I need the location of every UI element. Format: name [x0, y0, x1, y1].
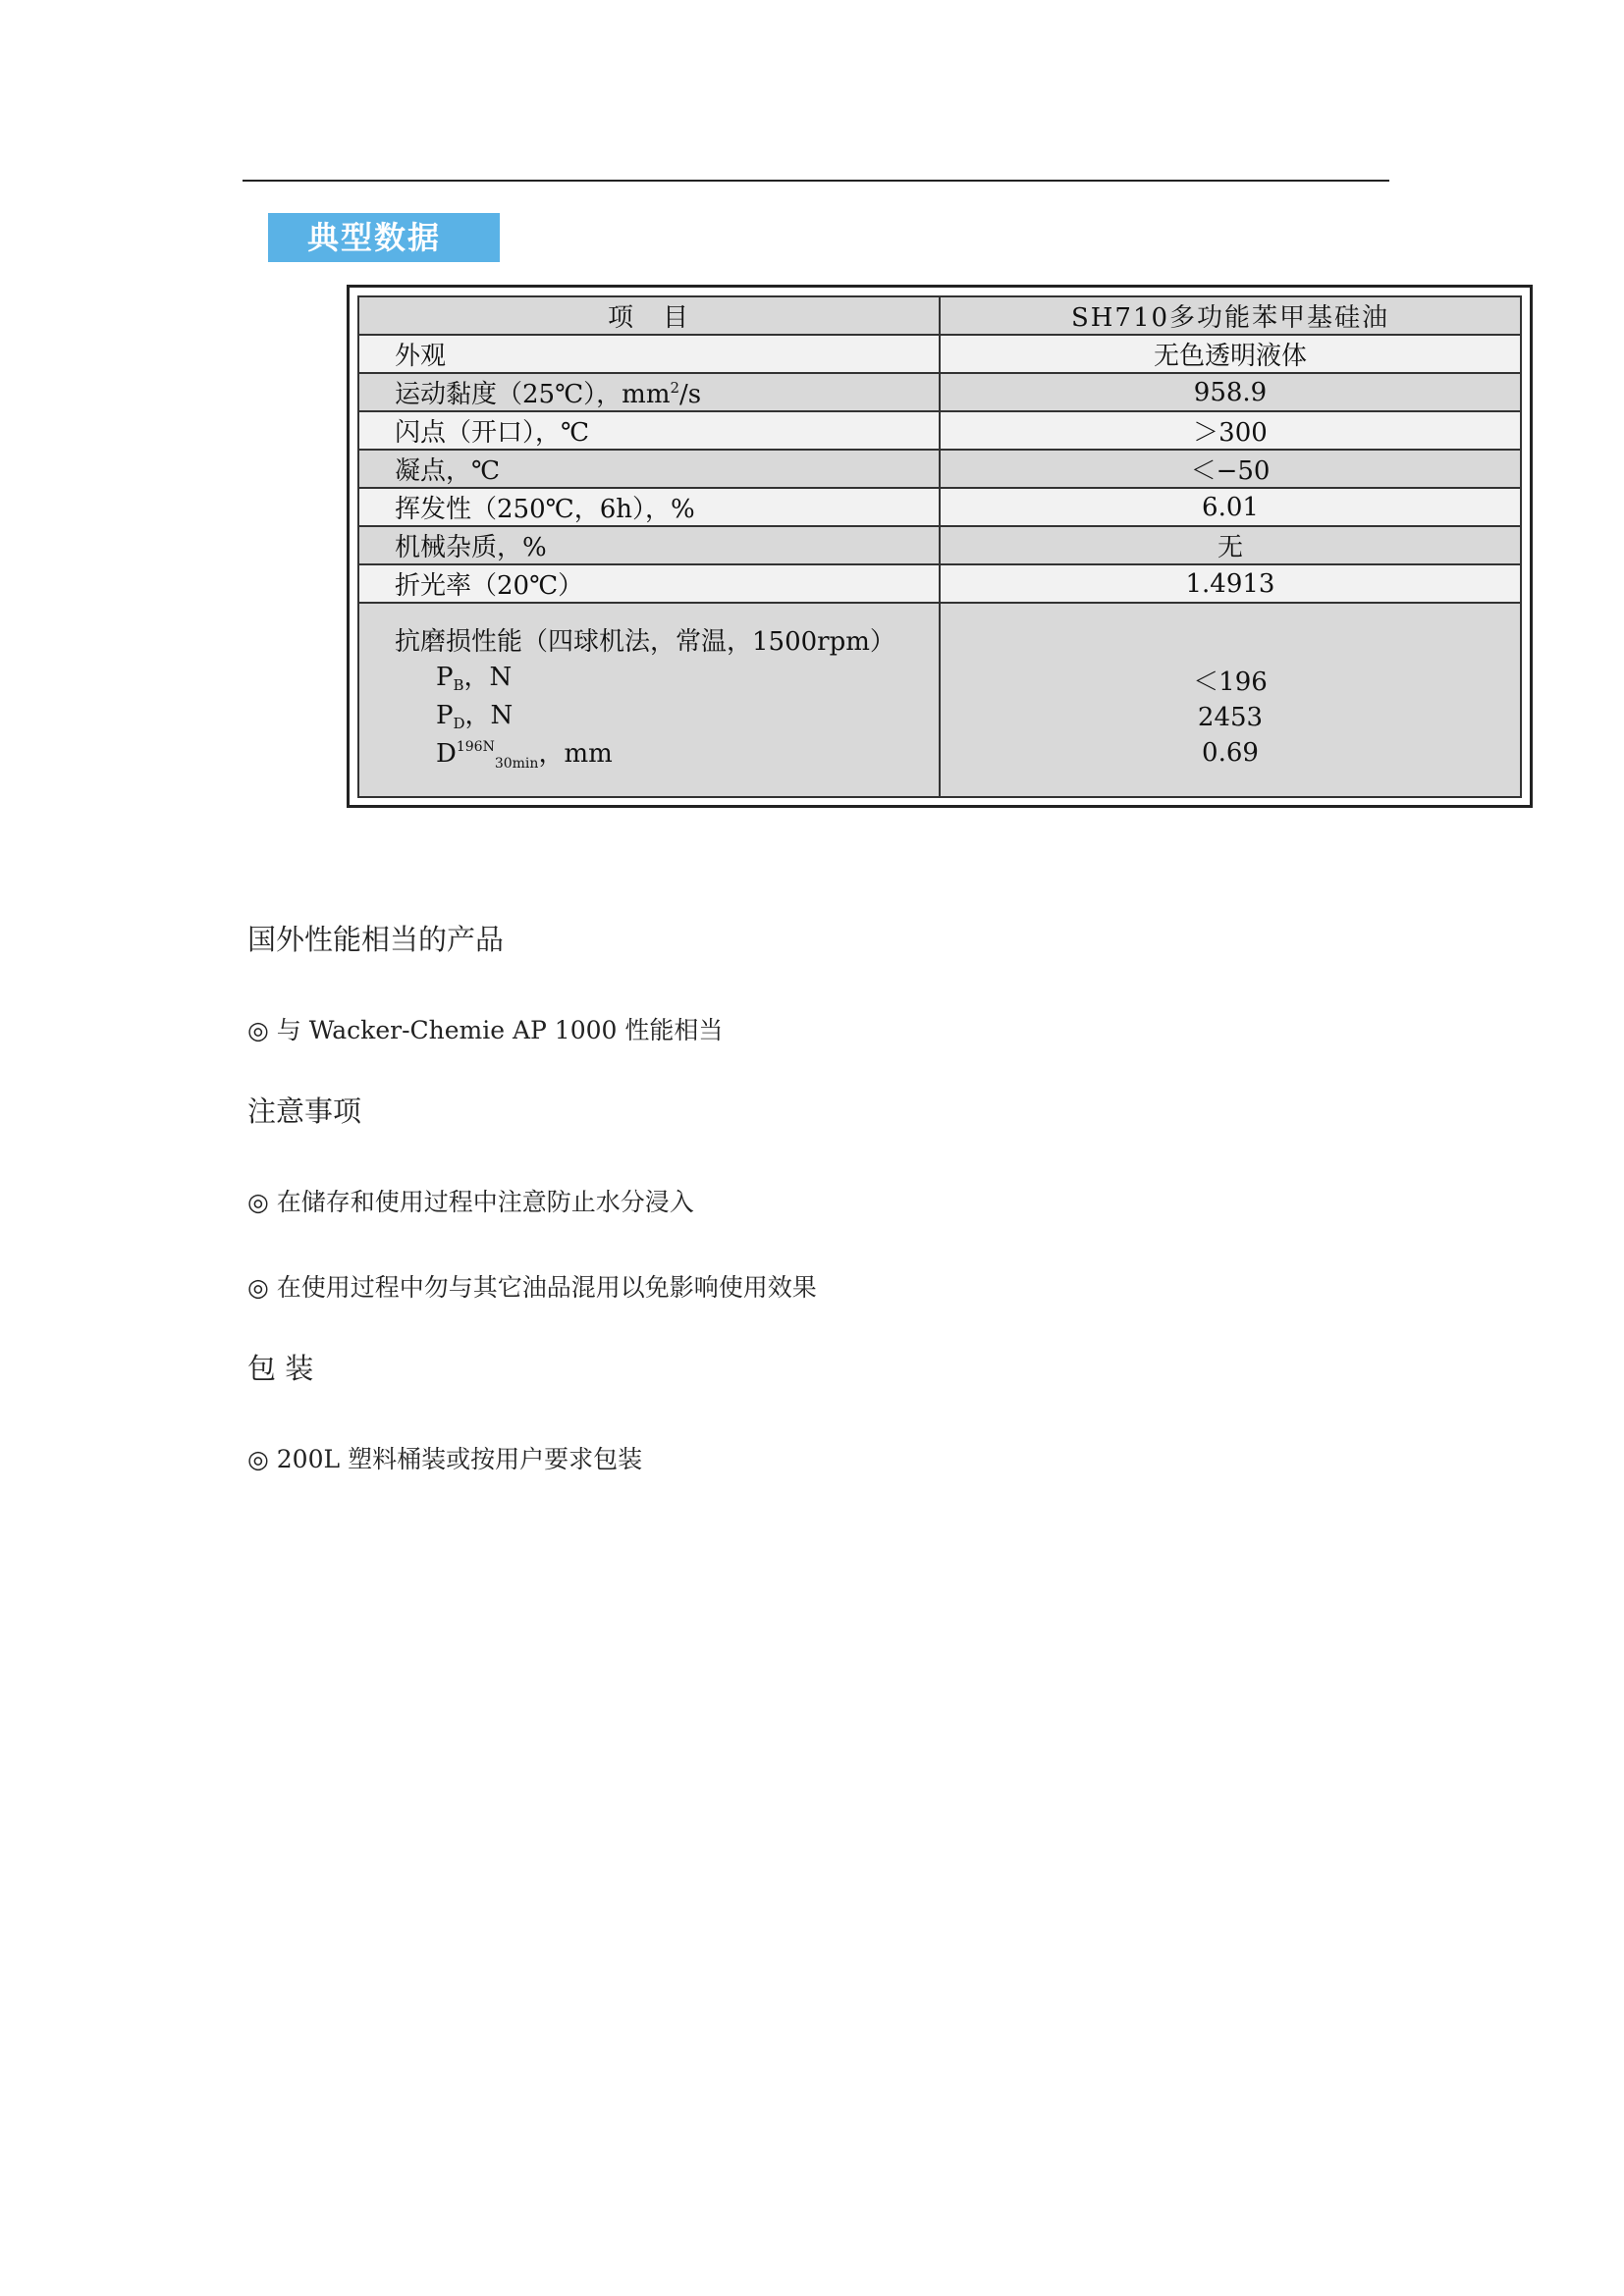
- row-item-wear: [358, 603, 940, 797]
- spec-table-frame: [347, 285, 1533, 808]
- bullet-foreign-equivalent: ◎ 与 Wacker-Chemie AP 1000 性能相当: [247, 1016, 724, 1044]
- row-item-volatility: 挥发性（250℃，6h），%: [358, 488, 940, 526]
- bullet-precaution-1: ◎ 在储存和使用过程中注意防止水分浸入: [247, 1188, 694, 1216]
- row-value-pour-point: ＜−50: [940, 450, 1521, 488]
- table-row: [358, 373, 1521, 411]
- wear-pb-value: ＜196: [1193, 667, 1268, 697]
- table-row: [358, 335, 1521, 373]
- heading-packaging: 包 装: [247, 1352, 314, 1385]
- table-header-row: [358, 296, 1521, 335]
- row-value-volatility: 6.01: [940, 488, 1521, 526]
- heading-foreign-equivalents: 国外性能相当的产品: [247, 923, 505, 956]
- row-item-pour-point: 凝点，℃: [358, 450, 940, 488]
- spec-table: [357, 295, 1522, 798]
- table-row: [358, 411, 1521, 450]
- bullet-precaution-2: ◎ 在使用过程中勿与其它油品混用以免影响使用效果: [247, 1273, 817, 1302]
- table-row: [358, 526, 1521, 564]
- row-value-refractive-index: 1.4913: [940, 564, 1521, 603]
- wear-d-value: 0.69: [1202, 738, 1259, 768]
- header-product: SH710多功能苯甲基硅油: [940, 296, 1521, 335]
- row-value-viscosity: 958.9: [940, 373, 1521, 411]
- row-value-appearance: 无色透明液体: [940, 335, 1521, 373]
- row-value-flash-point: ＞300: [940, 411, 1521, 450]
- viscosity-unit-sup: 2: [670, 379, 680, 397]
- section-tag-typical-data: 典型数据: [268, 213, 500, 262]
- row-item-viscosity: [358, 373, 940, 411]
- header-item: 项 目: [358, 296, 940, 335]
- bullet-mark: ◎: [247, 1016, 269, 1044]
- table-row: [358, 564, 1521, 603]
- table-row: [358, 450, 1521, 488]
- wear-pd-value: 2453: [1197, 703, 1264, 732]
- bullet-packaging: ◎ 200L 塑料桶装或按用户要求包装: [247, 1445, 643, 1473]
- row-item-impurities: 机械杂质，%: [358, 526, 940, 564]
- table-row-wear: [358, 603, 1521, 797]
- wear-pb-label: PB，N: [436, 663, 513, 694]
- row-value-impurities: 无: [940, 526, 1521, 564]
- row-item-appearance: 外观: [358, 335, 940, 373]
- heading-precautions: 注意事项: [247, 1095, 362, 1128]
- wear-d-label: $D^{196N}_{30min}$，mm: [436, 739, 613, 772]
- bullet-mark: ◎: [247, 1445, 269, 1473]
- wear-title: 抗磨损性能（四球机法，常温，1500rpm）: [395, 627, 895, 657]
- foreign-product-name: Wacker-Chemie AP 1000: [308, 1016, 618, 1044]
- row-value-wear: [940, 603, 1521, 797]
- row-item-refractive-index: 折光率（20℃）: [358, 564, 940, 603]
- row-item-flash-point: 闪点（开口），℃: [358, 411, 940, 450]
- wear-pd-label: PD，N: [436, 701, 514, 732]
- top-rule: [243, 180, 1389, 182]
- viscosity-label: 运动黏度（25℃），mm: [395, 380, 671, 409]
- viscosity-unit-tail: /s: [679, 380, 702, 409]
- table-row: [358, 488, 1521, 526]
